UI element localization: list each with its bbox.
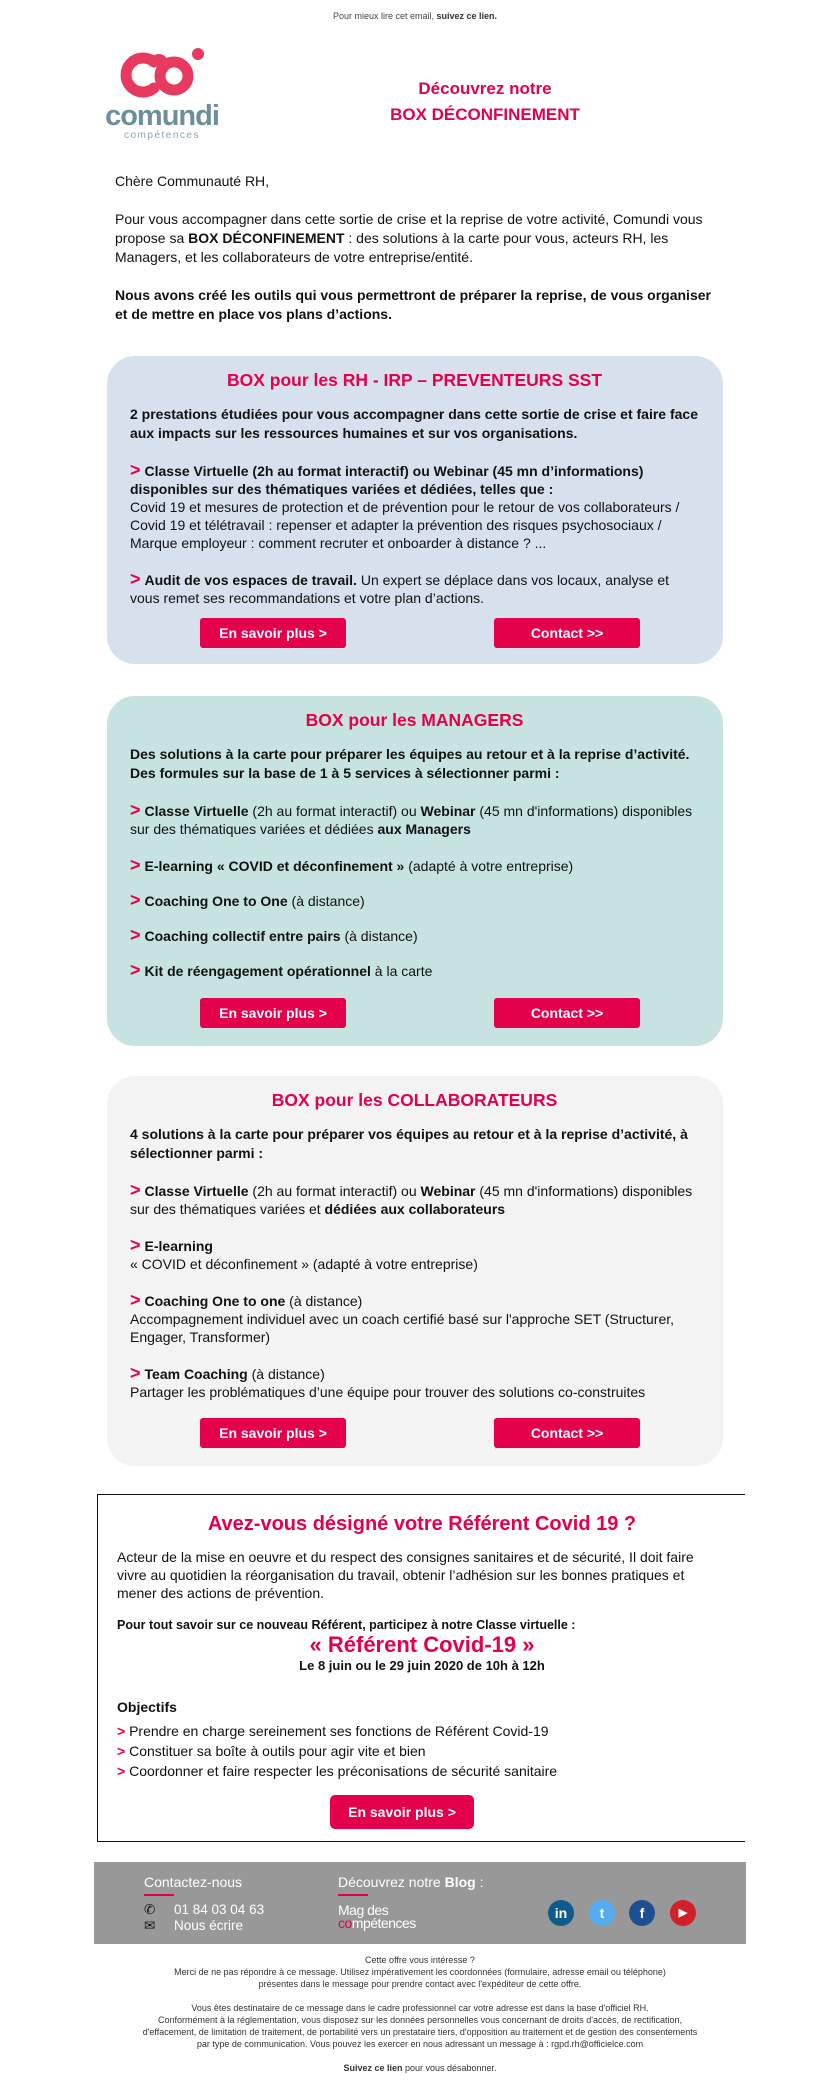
contact-button[interactable]: Contact >> (494, 618, 640, 648)
chevron-right-icon: > (130, 925, 141, 945)
comundi-logo[interactable] (104, 48, 220, 144)
legal-notice: Cette offre vous intéresse ? Merci de ne pas répondre à ce message. Utilisez impérativement les coordonnées (formulaire, adresse email ou téléphone) présentes dans le message pour prendre contact avec l'expéditeur de cette offre. Vous êtes destinataire de ce message dans le cadre professionnel car votre adresse est dans la base d'officiel RH. Conformément à la réglementation, vous disposez sur les données personnelles vous concernant de droits d'accès, de rectification, d'effacement, de limitation de traitement, de portabilité vers un prestataire tiers, d'opposition au traitement et de gestion des consentements par type de communication. Vous pouvez les exercer en nous adressant un message à : rgpd.rh@officielce.com Suivez ce lien pour vous désabonner. (142, 1955, 698, 2073)
box-lead: 2 prestations étudiées pour vous accompagner dans cette sortie de crise et faire face aux impacts sur les ressources humaines et sur vos organisations. (130, 406, 698, 441)
unsubscribe-link[interactable]: Suivez ce lien (343, 2063, 403, 2073)
list-item: > Kit de réengagement opérationnel à la carte (130, 960, 433, 980)
course-dates: Le 8 juin ou le 29 juin 2020 de 10h à 12h (299, 1658, 545, 1673)
logo-mark-icon (114, 48, 210, 100)
chevron-right-icon: > (130, 569, 141, 589)
chevron-right-icon: > (117, 1743, 126, 1759)
logo-subtitle: compétences (124, 130, 200, 141)
greeting: Chère Communauté RH, (115, 173, 270, 189)
learn-more-button[interactable]: En savoir plus > (200, 618, 346, 648)
logo-wordmark: comundi (105, 100, 219, 132)
youtube-icon[interactable]: ▶ (670, 1900, 696, 1926)
blog-heading: Découvrez notre Blog : (338, 1874, 484, 1890)
intro (115, 172, 725, 343)
list-item: > Classe Virtuelle (2h au format interactif) ou Webinar (45 mn d'informations) disponibles sur des thématiques variées et dédiées aux collaborateurs (130, 1180, 693, 1217)
chevron-right-icon: > (130, 1235, 141, 1255)
contact-button[interactable]: Contact >> (494, 1418, 640, 1448)
covid-referent-section (97, 1494, 745, 1842)
blog-logo[interactable]: Mag des compétences (338, 1902, 416, 1931)
chevron-right-icon: > (117, 1763, 126, 1779)
box-managers (107, 696, 723, 1046)
list-item: > Coaching One to One (à distance) (130, 890, 365, 910)
list-item: > Audit de vos espaces de travail. Un expert se déplace dans vos locaux, analyse et vous remet ses recommandations et votre plan d’actions. (130, 569, 670, 606)
box-title: BOX pour les MANAGERS (305, 710, 524, 730)
course-title: « Référent Covid-19 » (309, 1632, 535, 1657)
section-title: Avez-vous désigné votre Référent Covid 19 ? (207, 1513, 637, 1535)
objective-item: > Constituer sa boîte à outils pour agir vite et bien (117, 1743, 426, 1759)
intro-bold-paragraph: Nous avons créé les outils qui vous permettront de préparer la reprise, de vous organiser et de mettre en place vos plans d’actions. (115, 287, 711, 322)
box-collaborateurs (107, 1076, 723, 1466)
chevron-right-icon: > (130, 1180, 141, 1200)
box-rh (107, 356, 723, 664)
mail-icon: ✉ (144, 1918, 156, 1933)
preheader: Pour mieux lire cet email, suivez ce lien. (332, 11, 498, 21)
chevron-right-icon: > (130, 1290, 141, 1310)
objectives-title: Objectifs (117, 1699, 177, 1715)
list-item: > Team Coaching (à distance) Partager les problématiques d’une équipe pour trouver des solutions co-construites (130, 1363, 646, 1400)
list-item: > Classe Virtuelle (2h au format interactif) ou Webinar (45 mn d'informations) disponibles sur des thématiques variées et dédiées aux Managers (130, 800, 693, 837)
write-us-link[interactable]: Nous écrire (174, 1918, 244, 1933)
chevron-right-icon: > (130, 1363, 141, 1383)
phone-icon: ✆ (144, 1902, 156, 1917)
intro-paragraph: Pour vous accompagner dans cette sortie de crise et la reprise de votre activité, Comundi vous propose sa BOX DÉCONFINEMENT : des solutions à la carte pour vous, acteurs RH, les Managers, et les collaborateurs de votre entreprise/entité. (115, 211, 703, 265)
section-text: Acteur de la mise en oeuvre et du respect des consignes sanitaires et de sécurité, Il doit faire vivre au quotidien la réorganisation du travail, obtenir l’adhésion sur les bonnes pratiques et mener des actions de prévention. (117, 1549, 694, 1601)
chevron-right-icon: > (117, 1723, 126, 1739)
learn-more-button[interactable]: En savoir plus > (200, 1418, 346, 1448)
phone-number[interactable]: 01 84 03 04 63 (174, 1902, 265, 1917)
list-item: > E-learning « COVID et déconfinement » (adapté à votre entreprise) (130, 1235, 478, 1272)
divider (338, 1894, 368, 1896)
box-lead: Des solutions à la carte pour préparer les équipes au retour et à la reprise d’activité. Des formules sur la base de 1 à 5 services à sélectionner parmi : (130, 746, 690, 781)
box-title: BOX pour les COLLABORATEURS (271, 1090, 558, 1110)
list-item: > E-learning « COVID et déconfinement » (adapté à votre entreprise) (130, 855, 574, 875)
box-title: BOX pour les RH - IRP – PREVENTEURS SST (226, 370, 603, 390)
learn-more-button[interactable]: En savoir plus > (200, 998, 346, 1028)
list-item: > Coaching One to one (à distance) Accompagnement individuel avec un coach certifié basé sur l'approche SET (Structurer, Engager, Transformer) (130, 1290, 675, 1345)
linkedin-icon[interactable]: in (548, 1900, 574, 1926)
twitter-icon[interactable]: t (589, 1900, 615, 1926)
chevron-right-icon: > (130, 960, 141, 980)
objective-item: > Prendre en charge sereinement ses fonctions de Référent Covid-19 (117, 1723, 549, 1739)
contact-button[interactable]: Contact >> (494, 998, 640, 1028)
chevron-right-icon: > (130, 800, 141, 820)
contact-heading: Contactez-nous (144, 1874, 243, 1890)
facebook-icon[interactable]: f (629, 1900, 655, 1926)
headline: Découvrez notre BOX DÉCONFINEMENT (390, 79, 580, 124)
list-item: > Classe Virtuelle (2h au format interactif) ou Webinar (45 mn d’informations) disponibles sur des thématiques variées et dédiées, telles que : Covid 19 et mesures de protection et de prévention pour le retour de vos collaborateurs / Covid 19 et télétravail : repenser et adapter la prévention des risques psychosociaux / Marque employeur : comment recruter et onboarder à distance ? ... (130, 460, 680, 551)
view-online-link[interactable]: suivez ce lien. (436, 11, 498, 21)
box-lead: 4 solutions à la carte pour préparer vos équipes au retour et à la reprise d’activité, à sélectionner parmi : (130, 1126, 688, 1161)
invite-text: Pour tout savoir sur ce nouveau Référent, participez à notre Classe virtuelle : (117, 1618, 576, 1632)
chevron-right-icon: > (130, 855, 141, 875)
divider (144, 1894, 174, 1896)
objective-item: > Coordonner et faire respecter les préconisations de sécurité sanitaire (117, 1763, 558, 1779)
chevron-right-icon: > (130, 890, 141, 910)
footer-bar (94, 1862, 746, 1944)
learn-more-button[interactable]: En savoir plus > (330, 1795, 474, 1829)
chevron-right-icon: > (130, 460, 141, 480)
list-item: > Coaching collectif entre pairs (à distance) (130, 925, 418, 945)
